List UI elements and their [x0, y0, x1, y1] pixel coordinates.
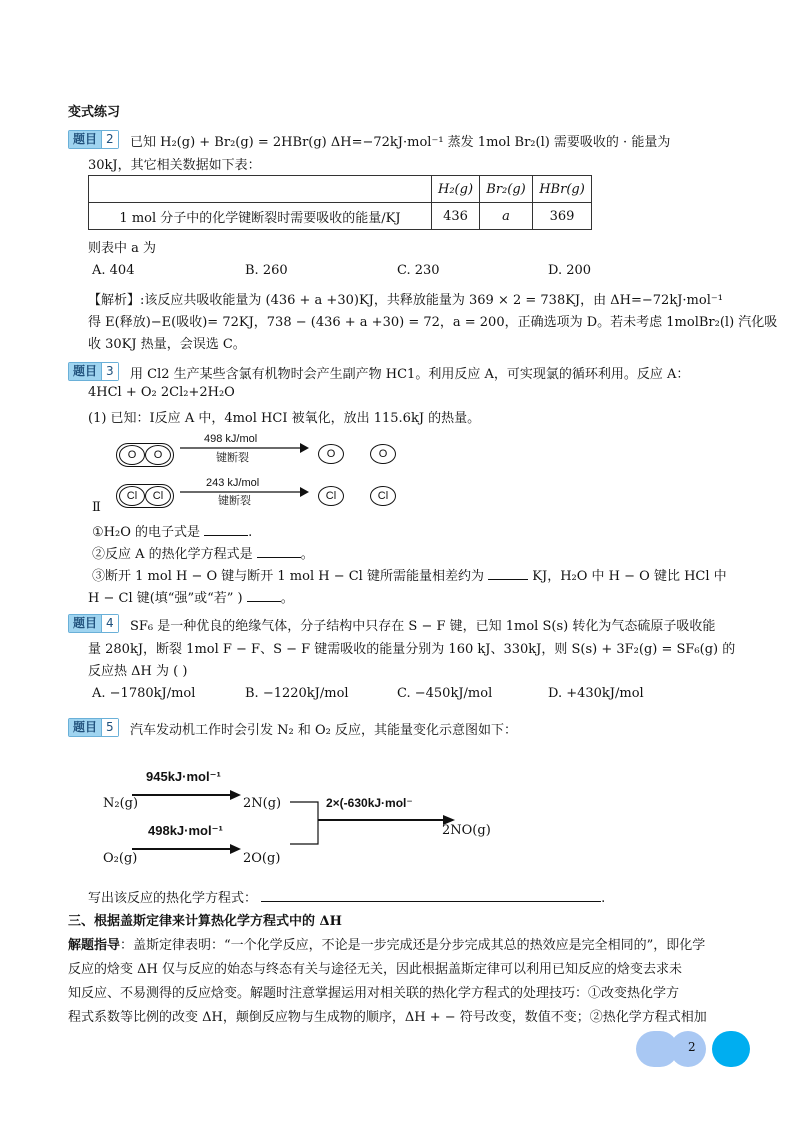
o-break-arrow: [180, 440, 310, 456]
table-row-label: 1 mol 分子中的化学键断裂时需要吸收的能量/KJ: [89, 203, 432, 230]
table-cell: 436: [432, 203, 480, 230]
tag-label: 题目: [69, 363, 101, 380]
oxygen-atom: O: [318, 444, 344, 464]
question-4-line1: SF₆ 是一种优良的绝缘气体，分子结构中只存在 S − F 键，已知 1mol S(s) 转化为气态硫原子吸收能: [130, 619, 716, 634]
question-4-tag: [68, 614, 119, 633]
cl-bond-energy-label: 243 kJ/mol: [206, 477, 260, 489]
analysis-line2: 得 E(释放)−E(吸收)= 72KJ，738 − (436 + a +30) = 72，a = 200，正确选项为 D。若未考虑 1molBr₂(l) 汽化吸: [88, 315, 778, 330]
option-d: D. +430kJ/mol: [548, 686, 644, 701]
oxygen-atom: O: [119, 445, 145, 465]
oxygen-atom: O: [145, 445, 171, 465]
question-2-line1: 已知 H₂(g) + Br₂(g) = 2HBr(g) ΔH=−72kJ·mol⁻¹ 蒸发 1mol Br₂(l) 需要吸收的 · 能量为: [130, 135, 671, 150]
formation-energy-label: 2×(-630kJ·mol⁻: [326, 796, 413, 810]
question-2-prompt: 则表中 a 为: [88, 241, 157, 256]
answer-blank[interactable]: [257, 557, 301, 558]
answer-blank[interactable]: [204, 535, 248, 536]
reaction-a: 4HCl + O₂ 2Cl₂+2H₂O: [88, 385, 235, 400]
page-number: 2: [688, 1040, 696, 1054]
option-a: A. 404: [92, 263, 135, 278]
question-4-line3: 反应热 ΔH 为 ( ): [88, 664, 188, 679]
punctuation: 。: [280, 591, 294, 606]
sub-question-3-text-end: KJ，H₂O 中 H − O 键比 HCl 中: [532, 569, 727, 584]
tag-number: 2: [101, 131, 118, 148]
question-2-line2: 30kJ，其它相关数据如下表：: [88, 158, 261, 173]
chlorine-atom: Cl: [318, 486, 344, 506]
n-atoms-label: 2N(g): [243, 796, 282, 811]
table-row: [89, 203, 592, 230]
product-label: 2NO(g): [442, 823, 491, 838]
question-3-sub1: (1) 已知：Ⅰ反应 A 中，4mol HCI 被氧化，放出 115.6kJ 的热量。: [88, 411, 481, 426]
answer-blank[interactable]: [247, 601, 281, 602]
question-4-line2: 量 280kJ，断裂 1mol F − F、S − F 键需吸收的能量分别为 160 kJ、330kJ，则 S(s) + 3F₂(g) = SF₆(g) 的: [88, 642, 736, 657]
question-5-line1: 汽车发动机工作时会引发 N₂ 和 O₂ 反应，其能量变化示意图如下：: [130, 723, 517, 738]
punctuation: 。: [300, 547, 314, 562]
section-3-title: 三、根据盖斯定律来计算热化学方程式中的 ΔH: [68, 914, 342, 929]
sub-question-1-text: ①H₂O 的电子式是: [92, 525, 200, 540]
punctuation: .: [601, 891, 606, 906]
oxygen-molecule: [116, 443, 174, 467]
page-badge-right: [712, 1031, 750, 1067]
sub-question-3: [92, 565, 727, 584]
bond-break-label: 键断裂: [218, 494, 251, 507]
o-break-arrow: [132, 842, 242, 856]
analysis-line3: 收 30KJ 热量，会误选 C。: [88, 337, 246, 352]
tag-number: 5: [101, 719, 118, 736]
answer-blank[interactable]: [261, 901, 601, 902]
sub-question-2: [92, 543, 314, 562]
sub-question-2-text: ②反应 A 的热化学方程式是: [92, 547, 253, 562]
answer-blank[interactable]: [488, 579, 528, 580]
table-header-row: [89, 176, 592, 203]
question-3-tag: [68, 362, 119, 381]
tag-number: 3: [101, 363, 118, 380]
table-header-cell: HBr(g): [533, 176, 592, 203]
chlorine-atom: Cl: [119, 486, 145, 506]
bond-energy-table: [88, 175, 592, 230]
option-d: D. 200: [548, 263, 592, 278]
table-cell: a: [480, 203, 533, 230]
guide-label: 解题指导: [68, 938, 121, 953]
sub-question-1: [92, 521, 252, 540]
table-header-cell: [89, 176, 432, 203]
analysis-line1: 【解析】:该反应共吸收能量为 (436 + a +30)KJ，共释放能量为 369 × 2 = 738KJ，由 ΔH=−72kJ·mol⁻¹: [88, 293, 723, 308]
roman-numeral-2: Ⅱ: [92, 500, 101, 515]
tag-label: 题目: [69, 131, 101, 148]
question-5-tag: [68, 718, 119, 737]
option-a: A. −1780kJ/mol: [92, 686, 196, 701]
option-b: B. 260: [245, 263, 288, 278]
o-bond-energy-label: 498 kJ/mol: [204, 433, 258, 445]
guide-line1: [68, 934, 705, 953]
n2-label: N₂(g): [103, 796, 139, 811]
section-title: 变式练习: [68, 105, 121, 120]
answer-prompt: 写出该反应的热化学方程式：: [88, 891, 258, 906]
table-header-cell: H₂(g): [432, 176, 480, 203]
chlorine-atom: Cl: [370, 486, 396, 506]
table-cell: 369: [533, 203, 592, 230]
n-break-arrow: [132, 788, 242, 802]
option-c: C. 230: [397, 263, 440, 278]
bond-break-label: 键断裂: [216, 451, 249, 464]
n-bond-energy-label: 945kJ·mol⁻¹: [146, 769, 221, 784]
guide-line3: 知反应、不易测得的反应焓变。解题时注意掌握运用对相关联的热化学方程式的处理技巧：①改变热化学方: [68, 986, 680, 1001]
cl-break-arrow: [180, 484, 310, 500]
question-3-line1: 用 Cl2 生产某些含氯有机物时会产生副产物 HC1。利用反应 A，可实现氯的循环利用。反应 A：: [130, 367, 690, 382]
question-2-tag: [68, 130, 119, 149]
sub-question-3-cont: [88, 587, 294, 606]
punctuation: .: [248, 525, 253, 540]
guide-line2: 反应的焓变 ΔH 仅与反应的始态与终态有关与途径无关，因此根据盖斯定律可以利用已知反应的焓变去求未: [68, 962, 682, 977]
oxygen-atom: O: [370, 444, 396, 464]
guide-text: ：盖斯定律表明：“一个化学反应，不论是一步完成还是分步完成其总的热效应是完全相同的”，即化学: [120, 938, 706, 953]
chlorine-molecule: [116, 484, 174, 508]
answer-prompt-row: [88, 887, 605, 906]
o-atoms-label: 2O(g): [243, 851, 281, 866]
table-header-cell: Br₂(g): [480, 176, 533, 203]
option-b: B. −1220kJ/mol: [245, 686, 349, 701]
option-c: C. −450kJ/mol: [397, 686, 493, 701]
sub-question-3-cont-text: H − Cl 键(填“强”或“若” ): [88, 591, 243, 606]
tag-label: 题目: [69, 615, 101, 632]
o2-label: O₂(g): [103, 851, 138, 866]
tag-label: 题目: [69, 719, 101, 736]
chlorine-atom: Cl: [145, 486, 171, 506]
guide-line4: 程式系数等比例的改变 ΔH，颠倒反应物与生成物的顺序，ΔH + − 符号改变，数值不变；②热化学方程式相加: [68, 1010, 707, 1025]
tag-number: 4: [101, 615, 118, 632]
sub-question-3-text: ③断开 1 mol H − O 键与断开 1 mol H − Cl 键所需能量相差约为: [92, 569, 484, 584]
o-bond-energy-label: 498kJ·mol⁻¹: [148, 823, 223, 838]
